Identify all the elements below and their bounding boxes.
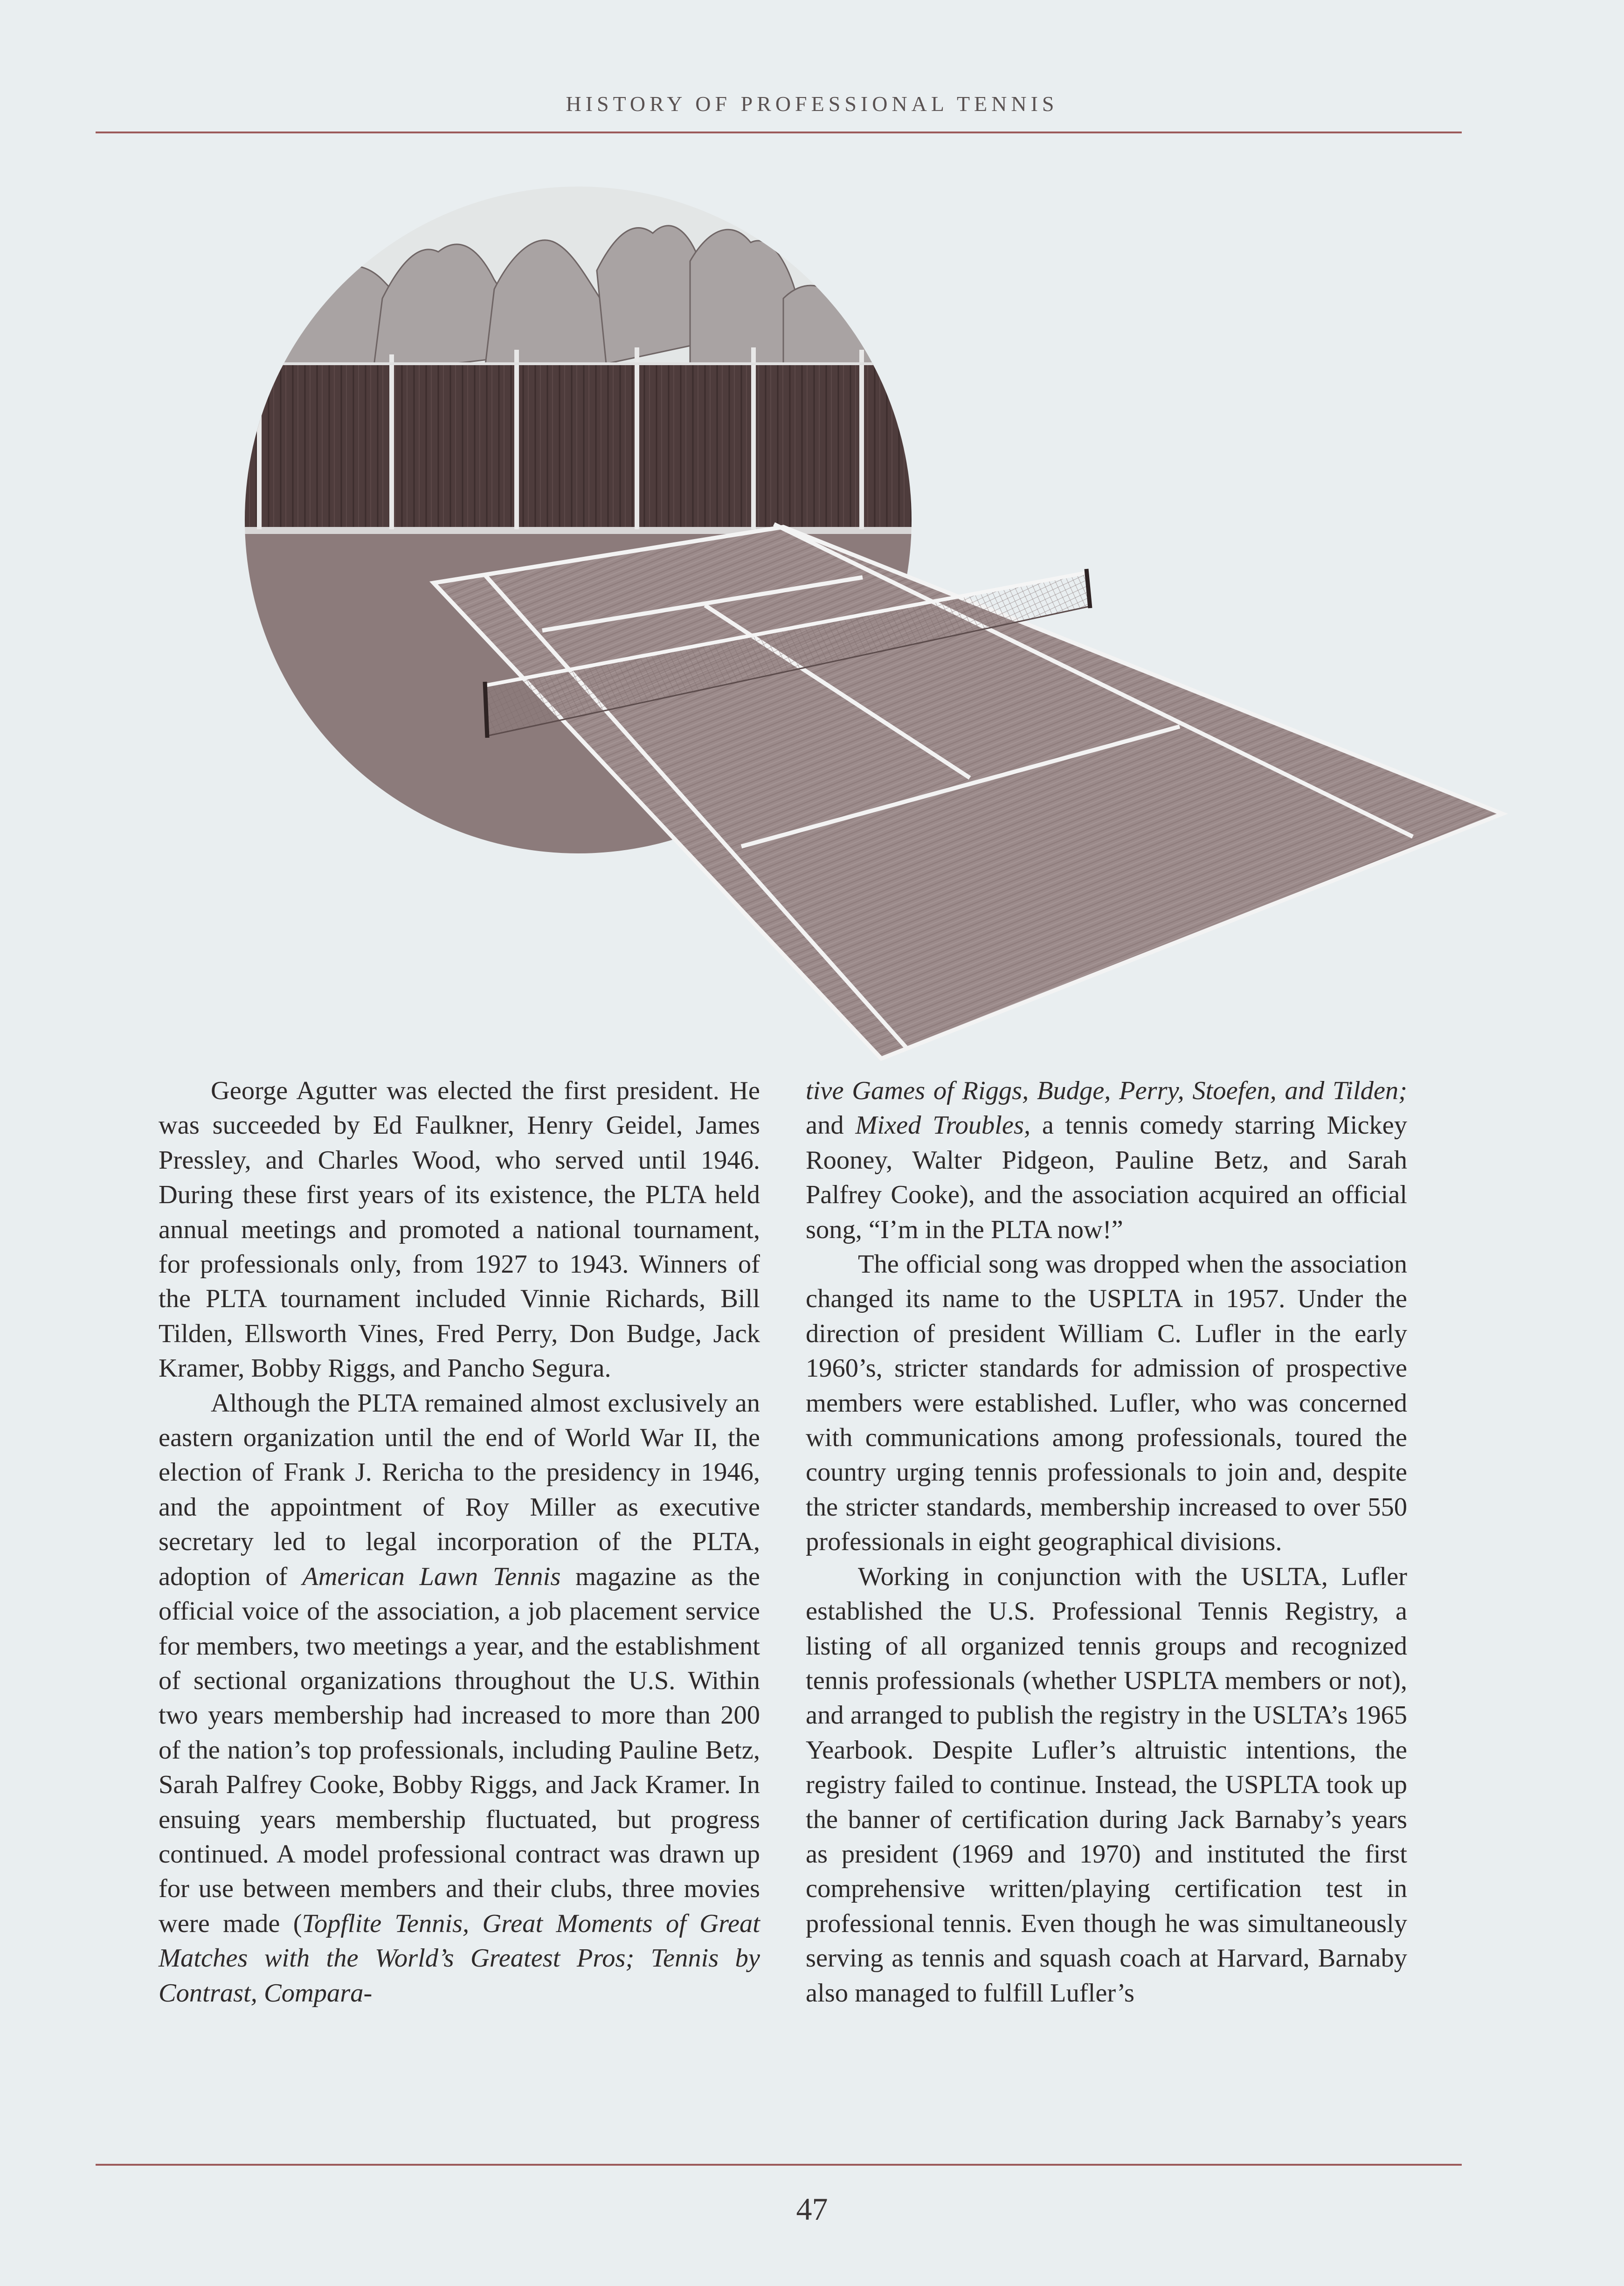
paragraph: George Agutter was elected the first president. He was succeeded by Ed Faulkner, Henry Geidel, James Pressley, and Charles Wood, who served until 1946. During these first years of its existence, the PLTA held annual meetings and promoted a national tournament, for professionals only, from 1927 to 1943. Winners of the PLTA tournament included Vinnie Richards, Bill Tilden, Ellsworth Vines, Fred Perry, Don Budge, Jack Kramer, Bobby Riggs, and Pancho Segura.: [159, 1076, 760, 1383]
tennis-court-illustration: [0, 0, 1624, 1082]
paragraph: tive Games of Riggs, Budge, Perry, Stoefen, and Tilden; and Mixed Troubles, a tennis comedy starring Mickey Rooney, Walter Pidgeon, Pauline Betz, and Sarah Palfrey Cooke), and the association acquired an official song, “I’m in the PLTA now!”: [806, 1076, 1407, 1244]
fence: [233, 347, 933, 535]
right-column: [806, 1074, 1407, 2010]
magazine-title: American Lawn Tennis: [302, 1562, 561, 1591]
page-number: 47: [796, 2191, 828, 2227]
running-head: HISTORY OF PROFESSIONAL TENNIS: [566, 92, 1058, 116]
paragraph: Working in conjunction with the USLTA, Lufler established the U.S. Professional Tennis Registry, a listing of all organized tennis groups and recognized tennis professionals (whether USPLTA members or not), and arranged to publish the registry in the USLTA’s 1965 Yearbook. Despite Lufler’s altruistic intentions, the registry failed to continue. Instead, the USPLTA took up the banner of certification during Jack Barnaby’s years as president (1969 and 1970) and instituted the first comprehensive written/playing certification test in professional tennis. Even though he was simultaneously serving as tennis and squash coach at Harvard, Barnaby also managed to fulfill Lufler’s: [806, 1562, 1407, 2008]
paragraph: Although the PLTA remained almost exclusively an eastern organization until the end of World War II, the election of Frank J. Rericha to the presidency in 1946, and the appointment of Roy Miller as executive secretary led to legal incorporation of the PLTA, adoption of American Lawn Tennis magazine as the official voice of the association, a job placement service for members, two meetings a year, and the establishment of sectional organizations throughout the U.S. Within two years membership had increased to more than 200 of the nation’s top professionals, including Pauline Betz, Sarah Palfrey Cooke, Bobby Riggs, and Jack Kramer. In ensuing years membership fluctuated, but progress continued. A model professional contract was drawn up for use between members and their clubs, three movies were made (Topflite Tennis, Great Moments of Great Matches with the World’s Greatest Pros; Tennis by Contrast, Compara-: [159, 1388, 760, 2008]
left-column: [159, 1074, 760, 2010]
movie-title: Mixed Troubles,: [855, 1111, 1031, 1140]
footer-rule: [96, 2164, 1462, 2166]
paragraph: The official song was dropped when the association changed its name to the USPLTA in 1957. Under the direction of president William C. Lufler in the early 1960’s, stricter standards for admission of prospective members were established. Lufler, who was concerned with communications among professionals, toured the country urging tennis professionals to join and, despite the stricter standards, membership increased to over 550 professionals in eight geographical divisions.: [806, 1250, 1407, 1557]
movie-titles: tive Games of Riggs, Budge, Perry, Stoefen, and Tilden;: [806, 1076, 1407, 1105]
movie-titles: Topflite Tennis, Great Moments of Great Matches with the World’s Greatest Pros; Tennis by Contrast, Compara-: [159, 1909, 760, 2008]
